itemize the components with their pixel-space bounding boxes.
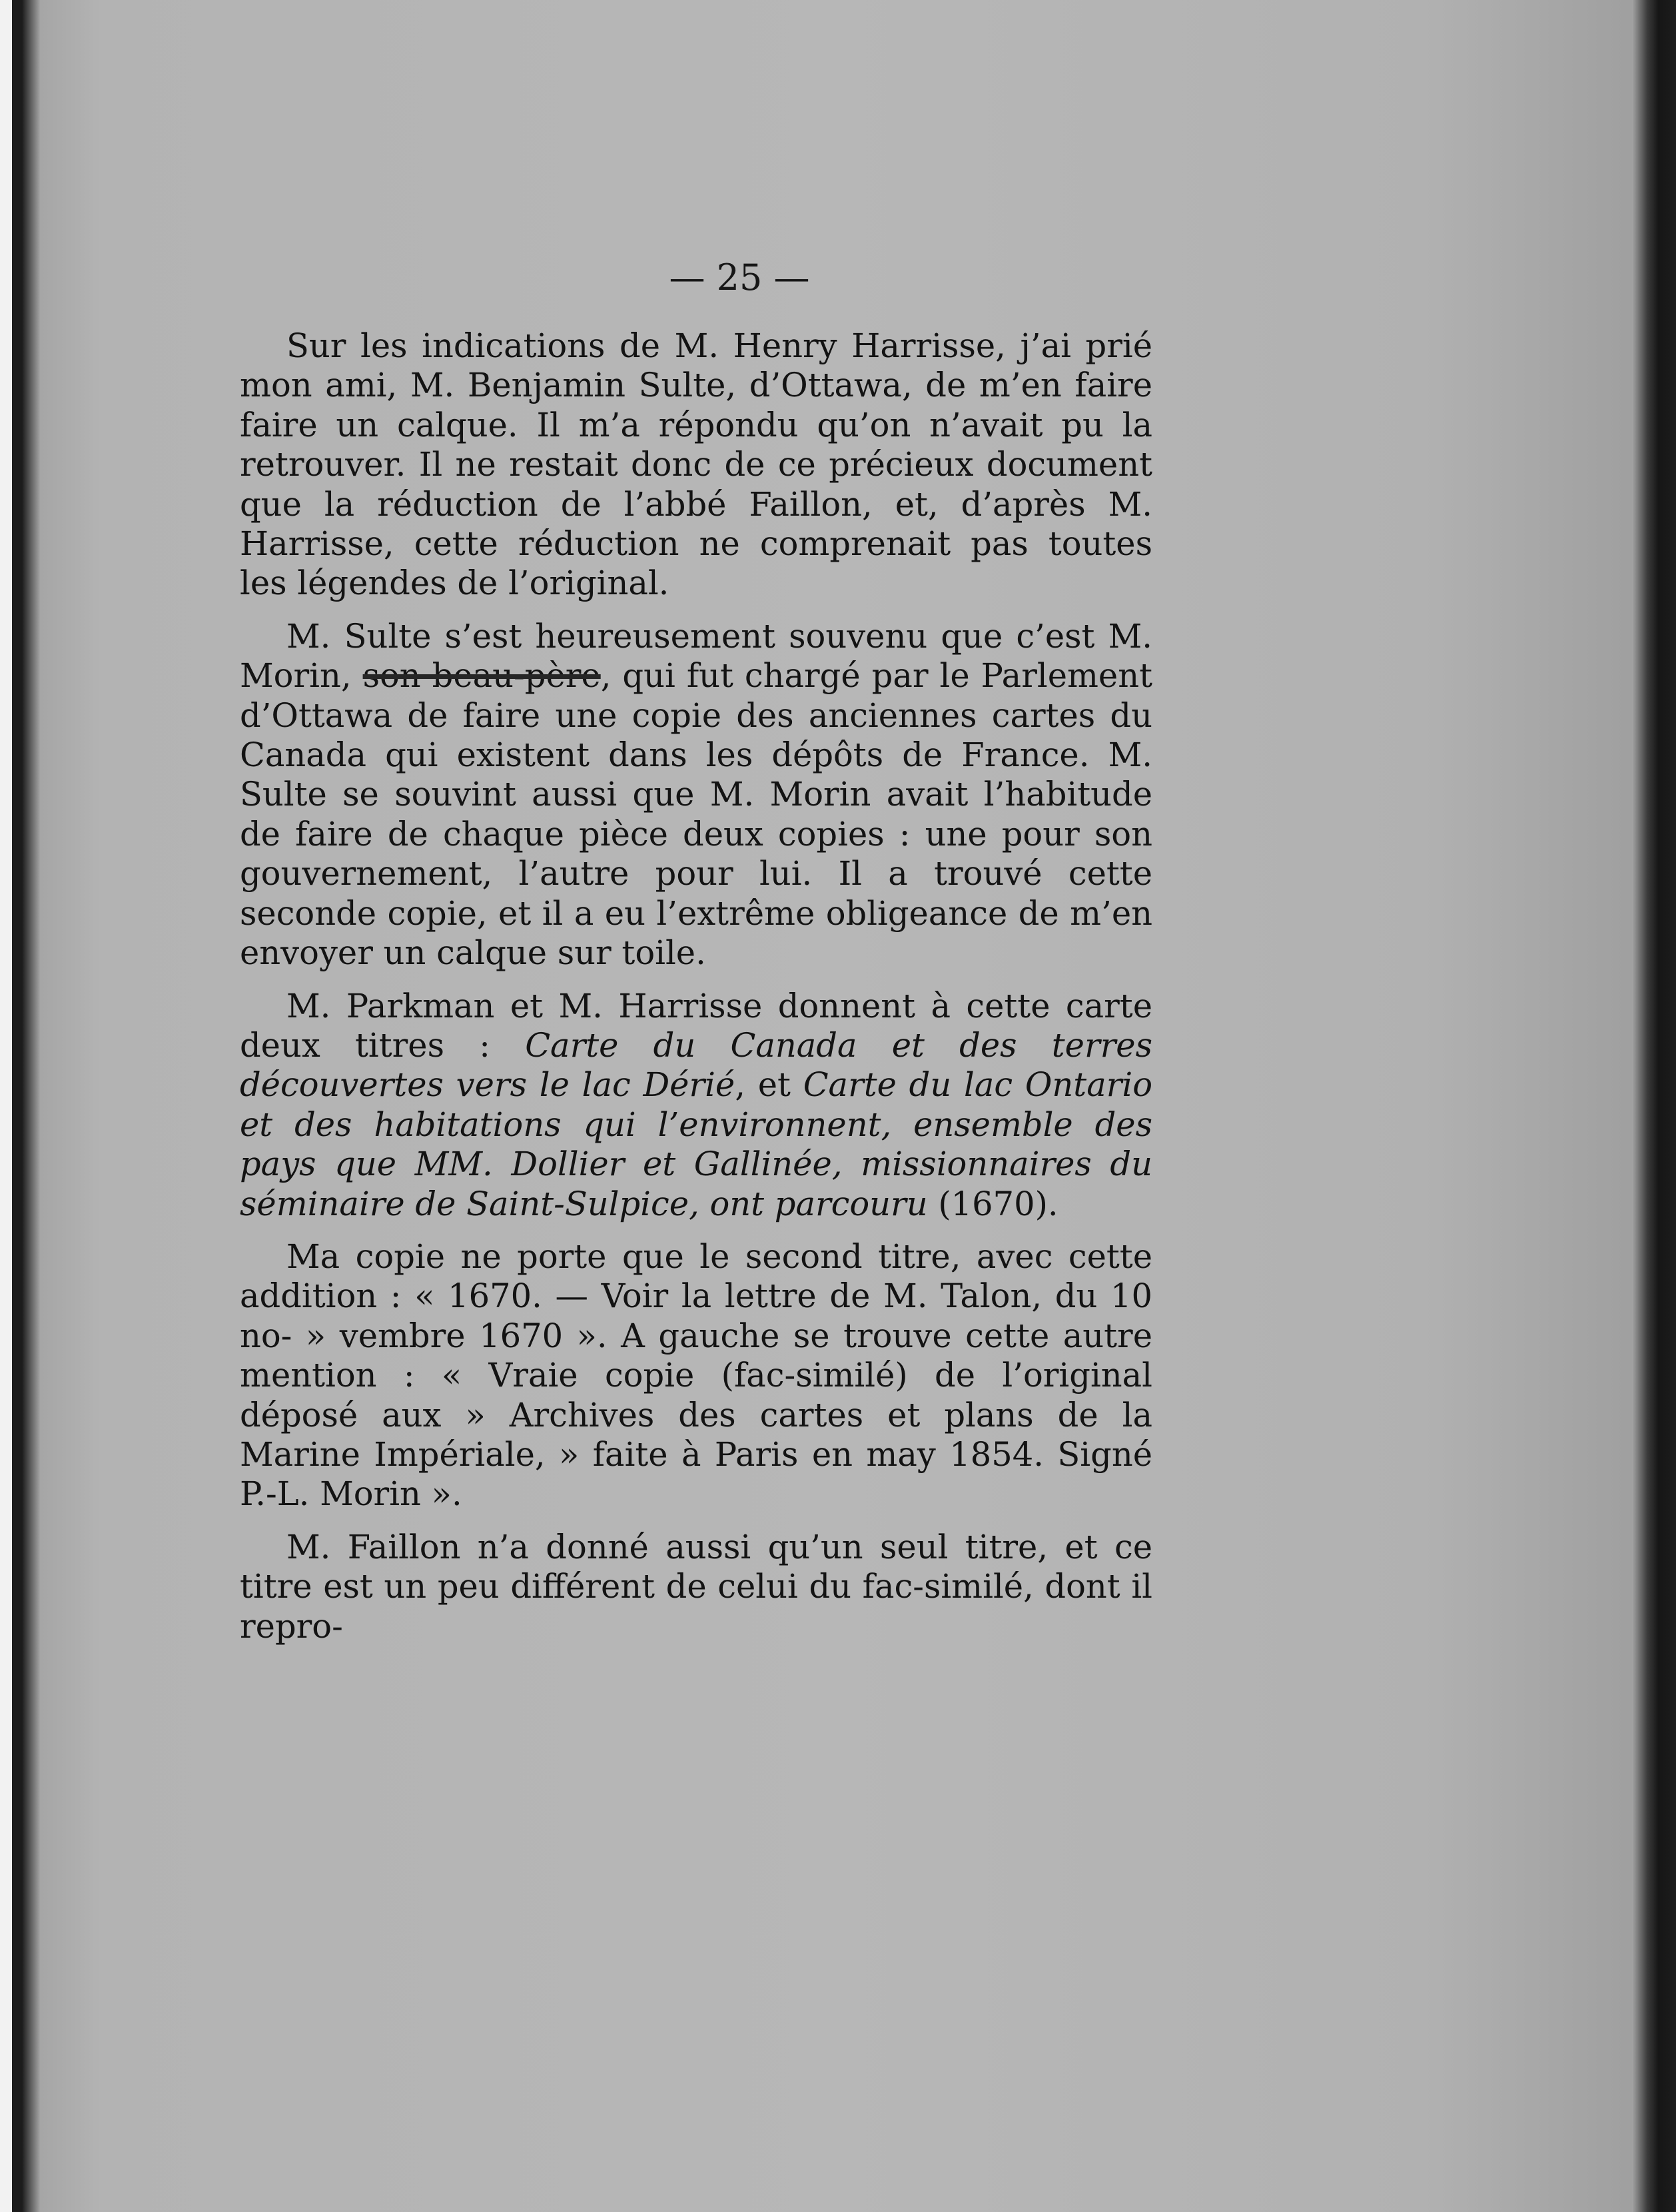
italic-title: Carte du lac Ontario et des habitations qui l’environnent, ensemble des pays que MM. Dollier et Gallinée, missionnaires du séminaire de Saint-Sulpice, ont parcouru bbox=[240, 1065, 1153, 1223]
body-text bbox=[240, 326, 1152, 1660]
paragraph bbox=[240, 1528, 1152, 1646]
page-number: — 25 — bbox=[669, 257, 810, 298]
scan-left-border bbox=[0, 0, 40, 2212]
text-run: Ma copie ne porte que le second titre, avec cette addition : « 1670. — Voir la lettre de M. Talon, du 10 no- » vembre 1670 ». A gauche se trouve cette autre mention : « Vraie copie (fac-similé) de l’original déposé aux » Archives des cartes et plans de la Marine Impériale, » faite à Paris en may 1854. Signé P.-L. Morin ». bbox=[240, 1237, 1152, 1514]
text-run: (1670). bbox=[927, 1184, 1058, 1223]
scan-right-border bbox=[1632, 0, 1676, 2212]
text-run: , et bbox=[735, 1065, 803, 1105]
text-run: Sur les indications de M. Henry Harrisse, j’ai prié mon ami, M. Benjamin Sulte, d’Ottawa, de m’en faire faire un calque. Il m’a répondu qu’on n’avait pu la retrouver. Il ne restait donc de ce précieux document que la réduction de l’abbé Faillon, et, d’après M. Harrisse, cette réduction ne comprenait pas toutes les légendes de l’original. bbox=[240, 326, 1152, 603]
text-run: M. Sulte s’est heureusement souvenu que c’est M. Morin, bbox=[240, 616, 1152, 696]
italic-title: Carte du Canada et des terres découvertes vers le lac Dérié bbox=[240, 1025, 1152, 1105]
paragraph bbox=[240, 617, 1152, 973]
text-run: M. Faillon n’a donné aussi qu’un seul titre, et ce titre est un peu différent de celui du fac-similé, dont il repro- bbox=[240, 1527, 1152, 1646]
text-run: , qui fut chargé par le Parlement d’Ottawa de faire une copie des anciennes cartes du Canada qui existent dans les dépôts de France. M. Sulte se souvint aussi que M. Morin avait l’habitude de faire de chaque pièce deux copies : une pour son gouvernement, l’autre pour lui. Il a trouvé cette seconde copie, et il a eu l’extrême obligeance de m’en envoyer un calque sur toile. bbox=[240, 656, 1152, 973]
paragraph bbox=[240, 987, 1152, 1224]
paragraph bbox=[240, 1237, 1152, 1514]
paragraph bbox=[240, 326, 1152, 604]
struck-text: son beau-père bbox=[362, 656, 601, 696]
text-run: M. Parkman et M. Harrisse donnent à cette carte deux titres : bbox=[240, 986, 1152, 1065]
